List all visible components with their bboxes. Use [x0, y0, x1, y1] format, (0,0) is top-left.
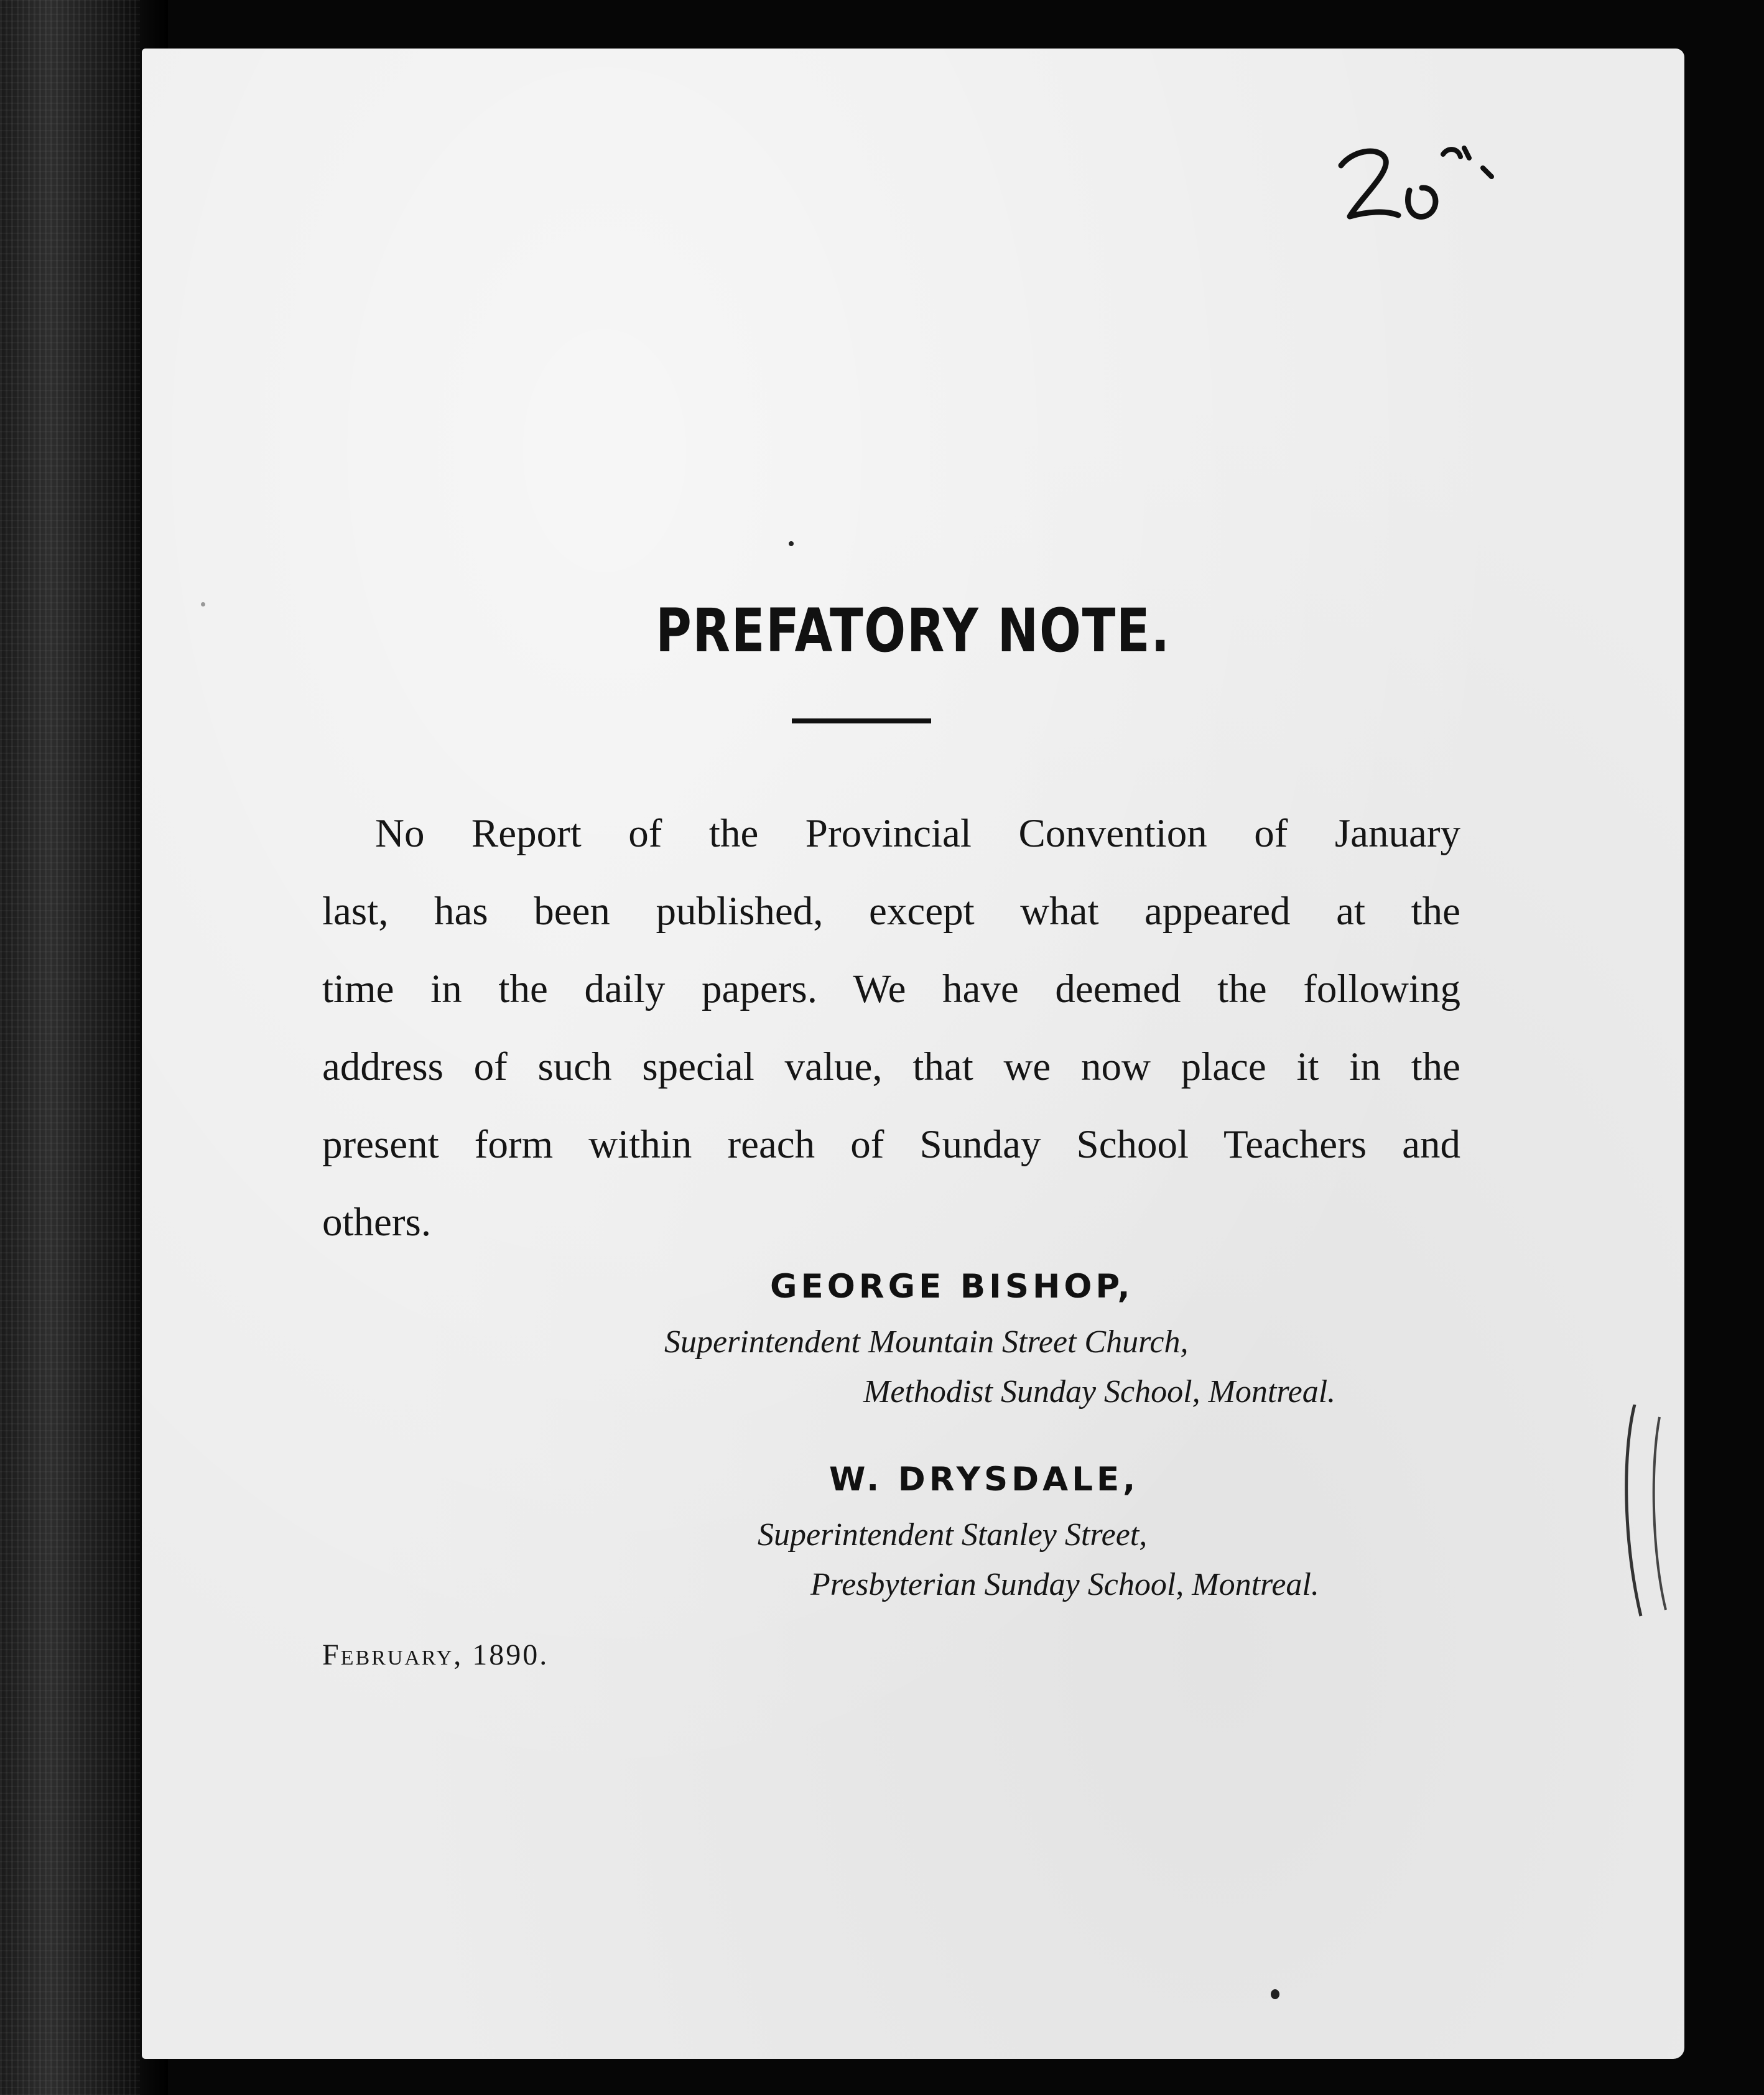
- body-line: last, has been published, except what appeared at the: [322, 889, 1460, 934]
- signatory-name: GEORGE BISHOP,: [770, 1268, 1134, 1306]
- body-line: time in the daily papers. We have deemed the following: [322, 967, 1460, 1011]
- signatory-title-line: Presbyterian Sunday School, Montreal.: [810, 1567, 1319, 1602]
- document-page: [142, 49, 1684, 2059]
- body-paragraph: [322, 795, 1460, 1261]
- body-line: others.: [322, 1200, 432, 1245]
- signatory-name: W. DRYSDALE,: [829, 1461, 1140, 1498]
- binding-spine: [0, 0, 140, 2095]
- signatory-title-line: Superintendent Mountain Street Church,: [664, 1324, 1189, 1360]
- scan-speck: [789, 541, 794, 546]
- scan-speck: [1271, 1989, 1279, 1999]
- date-line: February, 1890.: [322, 1638, 549, 1671]
- title-rule: [792, 718, 931, 723]
- handwritten-price-mark: [1336, 129, 1498, 241]
- scan-speck: [201, 602, 205, 606]
- signatory-title-line: Methodist Sunday School, Montreal.: [863, 1374, 1336, 1410]
- body-line: address of such special value, that we now place it in the: [322, 1044, 1460, 1089]
- page-title: PREFATORY NOTE.: [656, 596, 1171, 666]
- page-edge-mark: [1616, 1405, 1684, 1622]
- body-line: No Report of the Provincial Convention of January: [375, 811, 1460, 856]
- signatory-title-line: Superintendent Stanley Street,: [758, 1517, 1148, 1553]
- body-line: present form within reach of Sunday School Teachers and: [322, 1122, 1460, 1167]
